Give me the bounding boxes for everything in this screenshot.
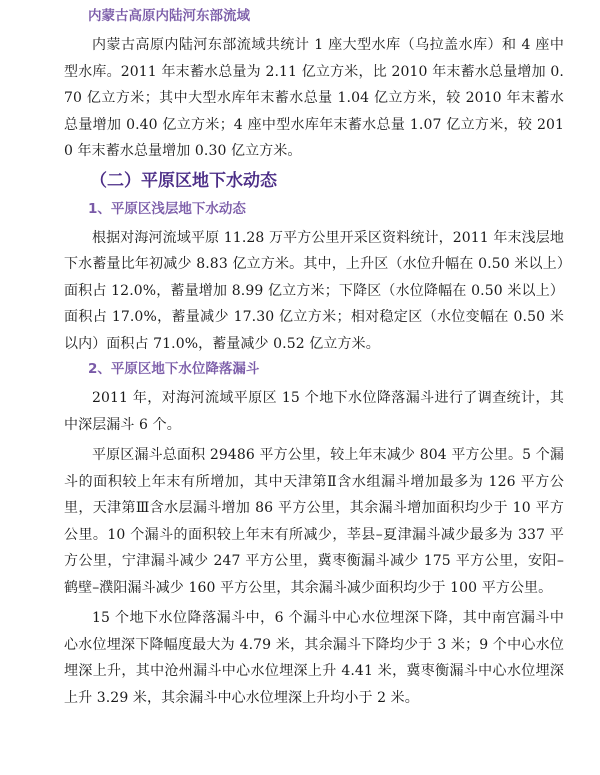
basin-paragraph: 内蒙古高原内陆河东部流域共统计 1 座大型水库（乌拉盖水库）和 4 座中型水库。2011 年末蓄水总量为 2.11 亿立方米，比 2010 年末蓄水总量增加 0.70 亿立方米；其中大型水库年末蓄水总量 1.04 亿立方米，较 2010 年末蓄水总量增加 0.40 亿立方米；4 座中型水库年末蓄水总量 1.07 亿立方米，较 2010 年末蓄水总量增加 0.30 亿立方米。 — [64, 37, 564, 159]
basin-subheading: 内蒙古高原内陆河东部流域 — [88, 8, 250, 24]
shallow-groundwater-subheading: 1、平原区浅层地下水动态 — [88, 200, 246, 217]
funnel-paragraph-area: 平原区漏斗总面积 29486 平方公里，较上年末减少 804 平方公里。5 个漏斗的面积较上年末有所增加，其中天津第Ⅱ含水组漏斗增加最多为 126 平方公里，天津第Ⅲ含水层漏斗增加 86 平方公里，其余漏斗增加面积均少于 10 平方公里。10 个漏斗的面积较上年末有所减少，莘县–夏津漏斗减少最多为 337 平方公里，宁津漏斗减少 247 平方公里，冀枣衡漏斗减少 175 平方公里，安阳–鹤壁–濮阳漏斗减少 160 平方公里，其余漏斗减少面积均少于 100 平方公里。 — [64, 447, 564, 596]
funnel-subheading: 2、平原区地下水位降落漏斗 — [88, 361, 260, 377]
funnel-paragraph-depth: 15 个地下水位降落漏斗中，6 个漏斗中心水位埋深下降，其中南宫漏斗中心水位埋深下降幅度最大为 4.79 米，其余漏斗下降均少于 3 米；9 个中心水位埋深上升，其中沧州漏斗中心水位埋深上升 4.41 米，冀枣衡漏斗中心水位埋深上升 3.29 米，其余漏斗中心水位埋深上升均小于 2 米。 — [64, 610, 564, 706]
shallow-groundwater-paragraph: 根据对海河流域平原 11.28 万平方公里开采区资料统计，2011 年末浅层地下水蓄量比年初减少 8.83 亿立方米。其中，上升区（水位升幅在 0.50 米以上）面积占 12.0%，蓄量增加 8.99 亿立方米；下降区（水位降幅在 0.50 米以上）面积占 17.0%，蓄量减少 17.30 亿立方米；相对稳定区（水位变幅在 0.50 米以内）面积占 71.0%，蓄量减少 0.52 亿立方米。 — [64, 229, 564, 352]
funnel-paragraph-intro: 2011 年，对海河流域平原区 15 个地下水位降落漏斗进行了调查统计，其中深层漏斗 6 个。 — [64, 390, 564, 433]
plain-groundwater-heading: （二）平原区地下水动态 — [90, 170, 277, 191]
